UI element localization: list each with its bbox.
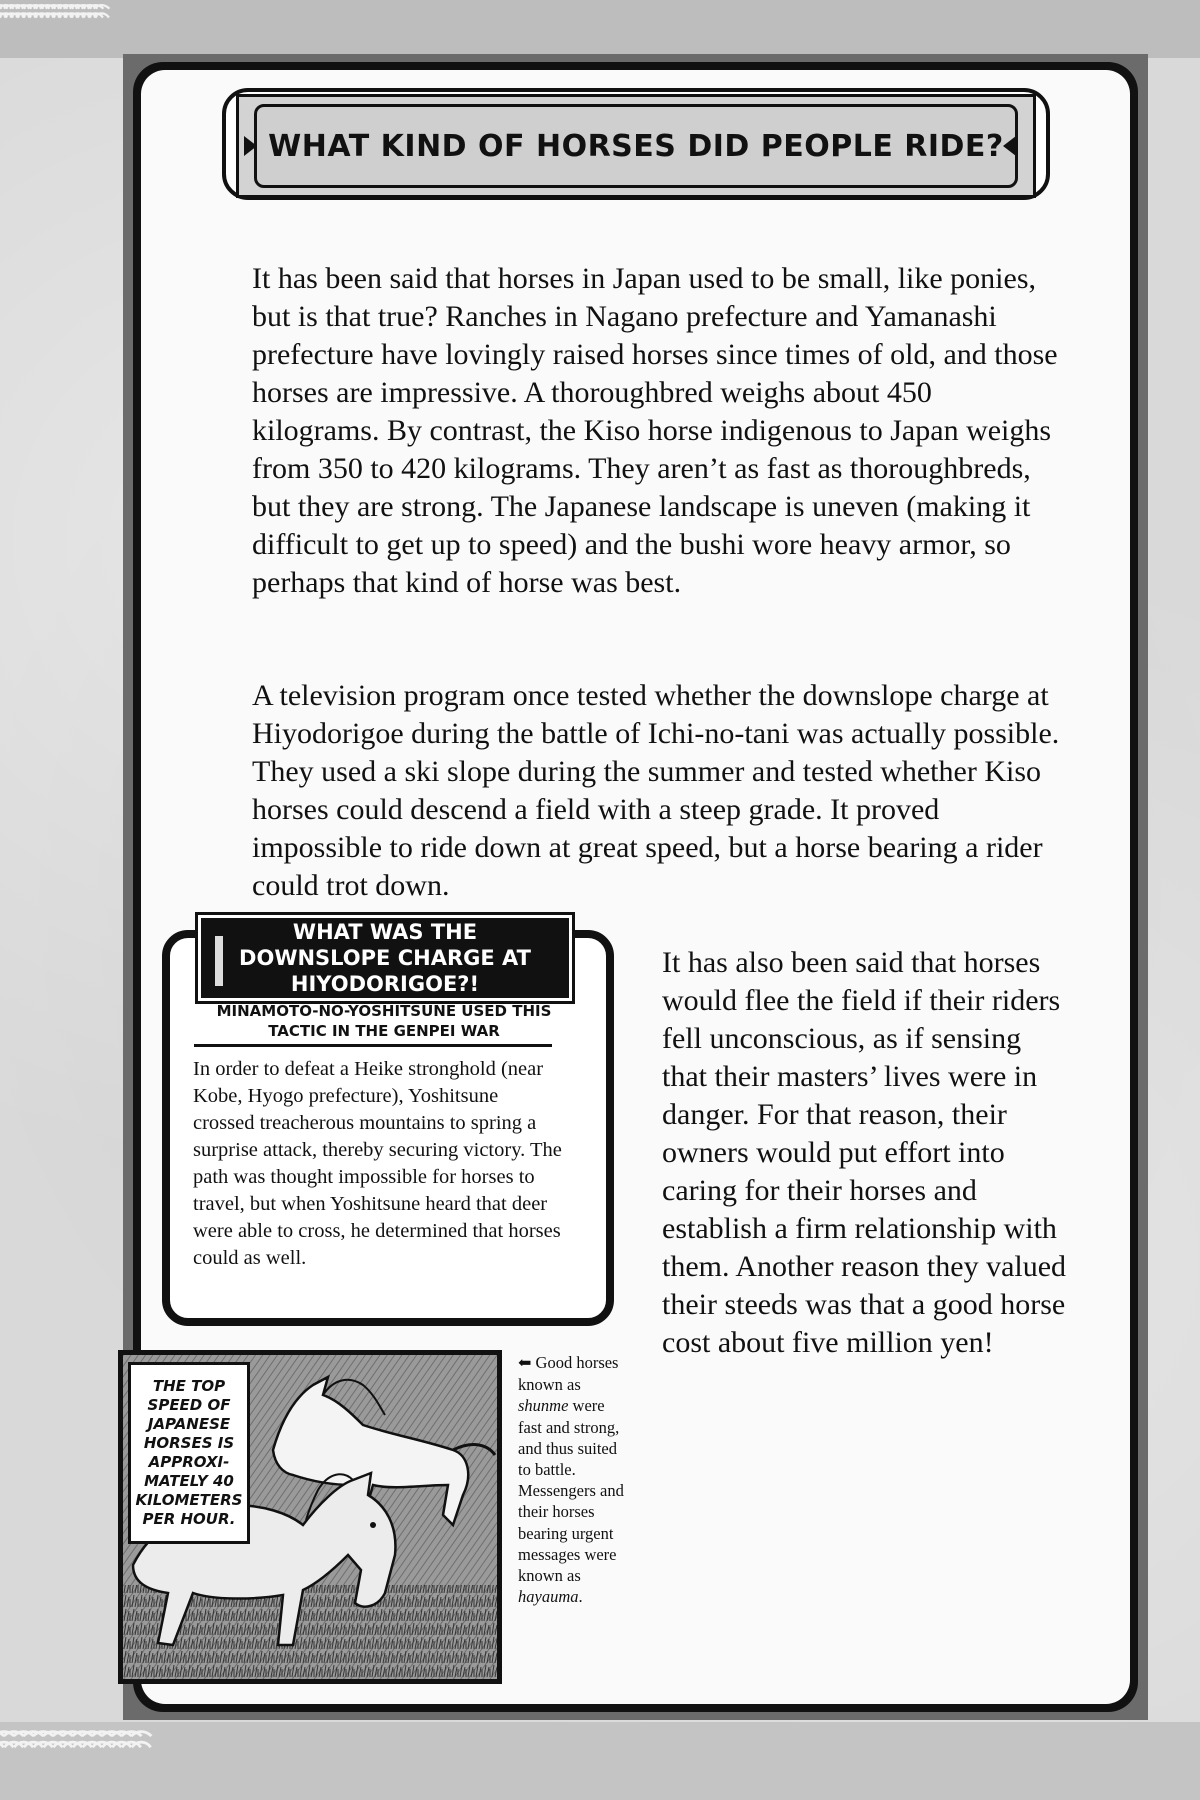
- side-note-text-3: .: [578, 1587, 583, 1607]
- sidebox-divider: [194, 1044, 552, 1047]
- illustration-caption: THE TOP SPEED OF JAPANESE HORSES IS APPROXI- MATELY 40 KILOMETERS PER HOUR.: [128, 1362, 250, 1544]
- side-note-term-hayauma: hayauma: [518, 1587, 579, 1607]
- body-paragraph-3: It has also been said that horses would flee the field if their riders fell unconscious, as if sensing that their masters’ lives were in danger. For that reason, their owners would put effort into caring for their horses and establish a firm relationship with them. Another reason they valued their steeds was that a good horse cost about five million yen!: [662, 946, 1067, 1359]
- arrow-left-icon: ⬅: [518, 1355, 532, 1372]
- sidebox-header-text: WHAT WAS THE DOWNSLOPE CHARGE AT HIYODORIGOE?!: [239, 920, 531, 996]
- header-accent-bar: [215, 936, 223, 986]
- side-note-text-1: Good horses known as: [518, 1353, 619, 1395]
- decorative-swirl-band-bottom: ꩰ ꩰ ꩰ ꩰ ꩰ ꩰ ꩰ ꩰ ꩰ ꩰ ꩰ ꩰ ꩰ ꩰ ꩰ ꩰ ꩰ: [0, 1722, 1200, 1800]
- side-note: [518, 1352, 630, 1607]
- sidebox-body: In order to defeat a Heike stronghold (near Kobe, Hyogo prefecture), Yoshitsune crossed treacherous mountains to spring a surprise attack, thereby securing victory. The path was thought impossible for horses to travel, but when Yoshitsune heard that deer were able to cross, he determined that horses could as well.: [193, 1058, 562, 1269]
- sidebox-subheader: MINAMOTO-NO-YOSHITSUNE USED THIS TACTIC IN THE GENPEI WAR: [216, 1002, 552, 1040]
- page-title: WHAT KIND OF HORSES DID PEOPLE RIDE?: [268, 128, 1004, 164]
- body-paragraph-1: It has been said that horses in Japan used to be small, like ponies, but is that true? Ranches in Nagano prefecture and Yamanashi prefecture have lovingly raised horses since times of old, and those horses are impressive. A thoroughbred weighs about 450 kilograms. By contrast, the Kiso horse indigenous to Japan weighs from 350 to 420 kilograms. They aren’t as fast as thoroughbreds, but they are strong. The Japanese landscape is uneven (making it difficult to get up to speed) and the bushi wore heavy armor, so perhaps that kind of horse was best.: [252, 262, 1058, 599]
- side-note-text-2: were fast and strong, and thus suited to battle. Messengers and their horses bearing urgent messages were known as: [518, 1396, 624, 1586]
- side-note-term-shunme: shunme: [518, 1396, 569, 1416]
- horse-eye: [370, 1522, 376, 1528]
- decorative-swirl-band-top: ꩰ ꩰ ꩰ ꩰ ꩰ ꩰ ꩰ ꩰ ꩰ ꩰ ꩰ ꩰ ꩰ ꩰ ꩰ ꩰ ꩰ ꩰ ꩰ ꩰ: [0, 0, 1200, 58]
- sidebox-header: [198, 915, 572, 1001]
- body-paragraph-2: A television program once tested whether the downslope charge at Hiyodorigoe during the battle of Ichi-no-tani was actually possible. They used a ski slope during the summer and tested whether Kiso horses could descend a field with a steep grade. It proved impossible to ride down at great speed, but a horse bearing a rider could trot down.: [252, 679, 1060, 902]
